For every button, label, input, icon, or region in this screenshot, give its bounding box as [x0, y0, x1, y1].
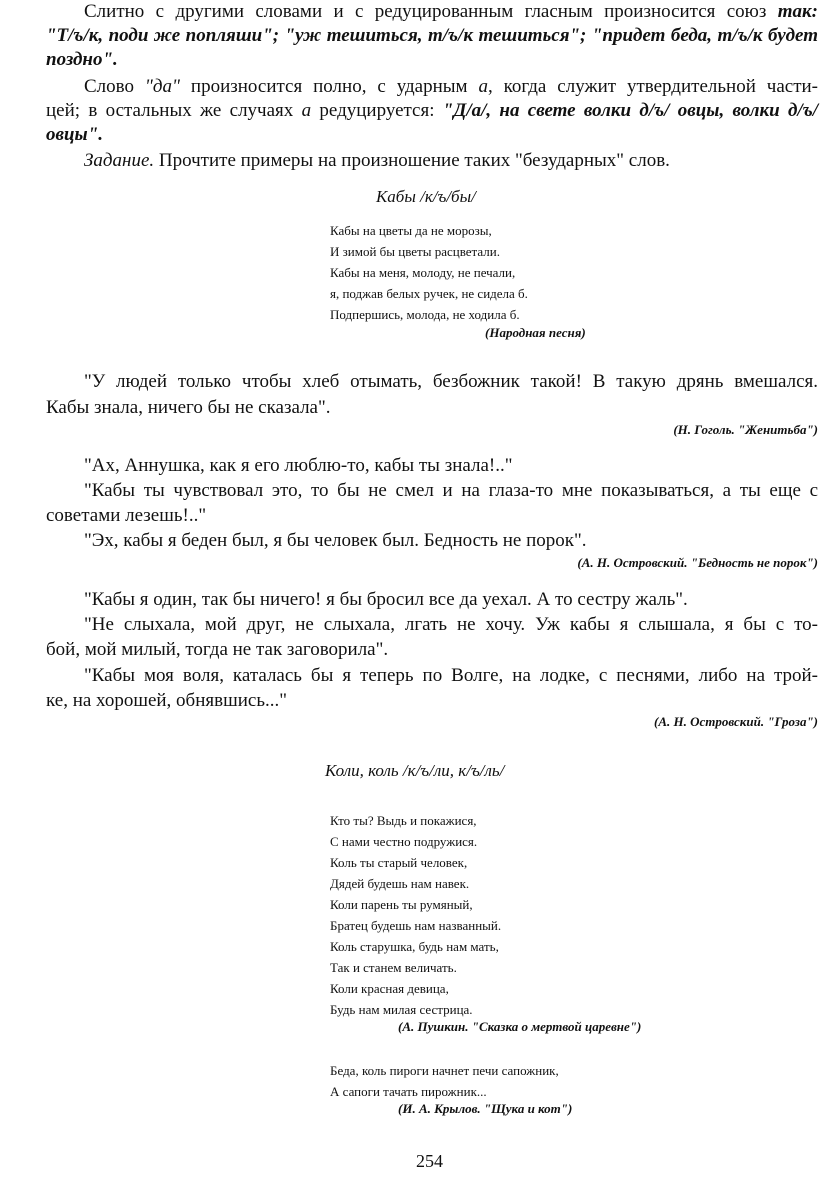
quote-text: "У людей только чтобы хлеб отымать, безбожник такой! В такую дрянь вмешался.	[84, 371, 818, 392]
quote-line	[46, 370, 818, 394]
poem-source: (Народная песня)	[485, 325, 586, 340]
conjunction-word: так:	[777, 1, 818, 22]
intro-text: , когда служит утвердительной части-	[487, 76, 818, 97]
poem-line: я, поджав белых ручек, не сидела б.	[330, 286, 528, 301]
task-line	[84, 149, 670, 173]
quote-source: (А. Н. Островский. "Гроза")	[654, 714, 818, 729]
intro-text: произносится полно, с ударным	[180, 76, 479, 97]
intro-p2-line1	[46, 75, 818, 99]
page-number: 254	[416, 1151, 443, 1171]
poem-line: Коль ты старый человек,	[330, 855, 468, 870]
poem-line: И зимой бы цветы расцветали.	[330, 244, 500, 259]
poem-line: Кто ты? Выдь и покажися,	[330, 813, 477, 828]
intro-p1-line1	[46, 0, 818, 24]
quote-line	[46, 664, 818, 688]
intro-text: цей; в остальных же случаях	[46, 100, 302, 121]
quote-line: Кабы знала, ничего бы не сказала".	[46, 397, 331, 418]
quote-source: (Н. Гоголь. "Женитьба")	[673, 422, 818, 437]
task-text: Прочтите примеры на произношение таких "безударных" слов.	[154, 150, 670, 171]
poem-line: А сапоги тачать пирожник...	[330, 1084, 487, 1099]
poem-line: Подпершись, молода, не ходила б.	[330, 307, 520, 322]
poem-line: Коли парень ты румяный,	[330, 897, 473, 912]
quote-line	[46, 479, 818, 503]
intro-p1-line3: поздно".	[46, 49, 118, 70]
poem-line: Коль старушка, будь нам мать,	[330, 939, 499, 954]
word-da: "да"	[144, 76, 180, 97]
quote-text: "Кабы моя воля, каталась бы я теперь по Волге, на лодке, с песнями, либо на трой-	[84, 665, 818, 686]
poem-line: Беда, коль пироги начнет печи сапожник,	[330, 1063, 559, 1078]
poem-source: (А. Пушкин. "Сказка о мертвой царевне")	[398, 1019, 642, 1034]
poem-line: Братец будешь нам названный.	[330, 918, 502, 933]
poem-line: Коли красная девица,	[330, 981, 449, 996]
intro-text: Слитно с другими словами и с редуцированным гласным произносится союз	[84, 1, 778, 22]
letter-a: а	[478, 76, 488, 97]
poem-line: Дядей будешь нам навек.	[330, 876, 470, 891]
section-heading-koli: Коли, коль /к/ъ/ли, к/ъ/ль/	[325, 761, 505, 780]
poem-line: Кабы на цветы да не морозы,	[330, 223, 492, 238]
poem-line: Будь нам милая сестрица.	[330, 1002, 473, 1017]
letter-a: а	[301, 100, 312, 121]
quote-line: "Кабы я один, так бы ничего! я бы бросил все да уехал. А то сестру жаль".	[84, 589, 688, 610]
poem-source: (И. А. Крылов. "Щука и кот")	[398, 1101, 573, 1116]
poem-line: С нами честно подружися.	[330, 834, 478, 849]
poem-line: Так и станем величать.	[330, 960, 457, 975]
intro-p2-line2	[46, 99, 818, 123]
example-text: "Д/а/, на свете волки д/ъ/ овцы, волки д/ъ/	[442, 100, 819, 121]
quote-text: "Кабы ты чувствовал это, то бы не смел и на глаза-то мне показываться, а ты еще с	[84, 480, 818, 501]
section-heading-kaby: Кабы /к/ъ/бы/	[376, 187, 476, 206]
quote-line: бой, мой милый, тогда не так заговорила".	[46, 639, 389, 660]
quote-text: "Не слыхала, мой друг, не слыхала, лгать не хочу. Уж кабы я слышала, я бы с то-	[84, 614, 818, 635]
task-label: Задание.	[84, 150, 155, 171]
intro-p1-line2: "Т/ъ/к, поди же попляши"; "уж тешиться, т/ъ/к тешиться"; "придет беда, т/ъ/к будет	[46, 25, 818, 46]
quote-line	[46, 613, 818, 637]
quote-line: ке, на хорошей, обнявшись..."	[46, 690, 287, 711]
quote-line: советами лезешь!.."	[46, 505, 207, 526]
intro-p2-line3: овцы".	[46, 124, 104, 145]
intro-text: Слово	[84, 76, 145, 97]
intro-text: редуцируется:	[311, 100, 443, 121]
quote-line: "Эх, кабы я беден был, я бы человек был. Бедность не порок".	[84, 530, 587, 551]
quote-source: (А. Н. Островский. "Бедность не порок")	[577, 555, 818, 570]
quote-line: "Ах, Аннушка, как я его люблю-то, кабы ты знала!.."	[84, 455, 513, 476]
poem-line: Кабы на меня, молоду, не печали,	[330, 265, 516, 280]
